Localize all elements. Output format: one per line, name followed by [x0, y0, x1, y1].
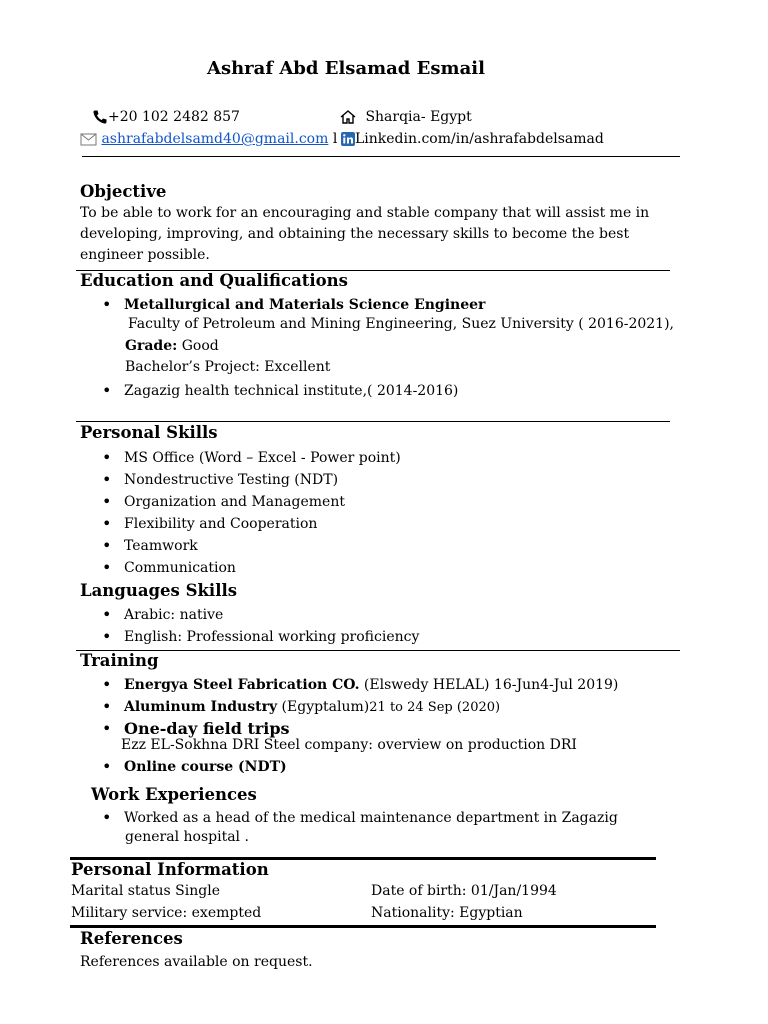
list-item: • Flexibility and Cooperation — [80, 513, 401, 535]
contact-separator: l — [332, 131, 338, 147]
list-item: • Zagazig health technical institute,( 2014-2016) — [80, 380, 458, 402]
header-divider — [82, 156, 680, 157]
nationality: Nationality: Egyptian — [371, 905, 523, 921]
list-item: • Organization and Management — [80, 491, 401, 513]
list-item: • Communication — [80, 557, 401, 579]
education-heading: Education and Qualifications — [80, 271, 348, 290]
grade-label: Grade: — [125, 338, 178, 354]
work-heading: Work Experiences — [91, 785, 257, 804]
training-list-2 — [80, 756, 287, 778]
list-item — [80, 696, 618, 718]
education-divider — [76, 421, 670, 422]
languages-divider — [76, 650, 680, 651]
project-line: Bachelor’s Project: Excellent — [125, 359, 331, 375]
list-item: • Nondestructive Testing (NDT) — [80, 469, 401, 491]
personal-info-heading: Personal Information — [71, 860, 269, 879]
objective-line-1: To be able to work for an encouraging and stable company that will assist me in — [80, 205, 650, 221]
linkedin-line — [341, 131, 604, 147]
list-item: • Arabic: native — [80, 604, 419, 626]
date-of-birth: Date of birth: 01/Jan/1994 — [371, 883, 557, 899]
email-line — [80, 131, 337, 147]
objective-line-2: developing, improving, and obtaining the necessary skills to become the best — [80, 226, 630, 242]
grade-line — [125, 338, 219, 354]
grade-value: Good — [177, 338, 219, 354]
training-3-name: One-day field trips — [124, 719, 290, 738]
languages-heading: Languages Skills — [80, 581, 238, 600]
training-2-date: 21 to 24 Sep (2020) — [369, 700, 501, 715]
training-4-name: Online course (NDT) — [124, 759, 287, 775]
references-heading: References — [80, 929, 183, 948]
list-item — [80, 756, 287, 778]
location-line — [339, 109, 472, 125]
list-item: • English: Professional working proficiency — [80, 626, 419, 648]
work-line-2: general hospital . — [125, 829, 249, 845]
work-list — [80, 807, 618, 829]
field-trip-detail: Ezz EL-Sokhna DRI Steel company: overview on production DRI — [121, 737, 577, 753]
faculty-line: Faculty of Petroleum and Mining Engineering, Suez University ( 2016-2021), — [128, 316, 674, 332]
education-list-1 — [80, 294, 485, 316]
references-text: References available on request. — [80, 954, 313, 970]
linkedin-icon — [341, 132, 355, 146]
personal-info-divider — [70, 925, 656, 928]
objective-line-3: engineer possible. — [80, 247, 210, 263]
list-item: • Teamwork — [80, 535, 401, 557]
languages-list — [80, 604, 419, 648]
phone-icon — [92, 109, 108, 125]
list-item — [80, 294, 485, 316]
resume-name: Ashraf Abd Elsamad Esmail — [207, 58, 485, 79]
email-link[interactable]: ashrafabdelsamd40@gmail.com — [101, 131, 329, 147]
marital-status: Marital status Single — [71, 883, 220, 899]
training-1-name: Energya Steel Fabrication CO. — [124, 677, 360, 693]
objective-heading: Objective — [80, 182, 167, 201]
home-icon — [339, 109, 357, 125]
military-service: Military service: exempted — [71, 905, 262, 921]
list-item — [80, 674, 618, 696]
location-text: Sharqia- Egypt — [365, 109, 472, 125]
phone-number: +20 102 2482 857 — [108, 109, 240, 125]
linkedin-text: Linkedin.com/in/ashrafabdelsamad — [355, 131, 604, 147]
list-item: • Worked as a head of the medical maintenance department in Zagazig — [80, 807, 618, 829]
personal-skills-list — [80, 447, 401, 579]
training-1-detail: (Elswedy HELAL) 16-Jun4-Jul 2019) — [359, 677, 619, 693]
training-heading: Training — [80, 651, 159, 670]
training-2-detail: (Egyptalum) — [277, 699, 370, 715]
education-list-2 — [80, 380, 458, 402]
personal-skills-heading: Personal Skills — [80, 423, 218, 442]
degree-title: Metallurgical and Materials Science Engineer — [124, 297, 486, 313]
mail-icon — [80, 133, 97, 146]
training-list-1 — [80, 674, 618, 740]
list-item: • MS Office (Word – Excel - Power point) — [80, 447, 401, 469]
phone-line — [92, 109, 240, 125]
training-2-name: Aluminum Industry — [124, 699, 278, 715]
